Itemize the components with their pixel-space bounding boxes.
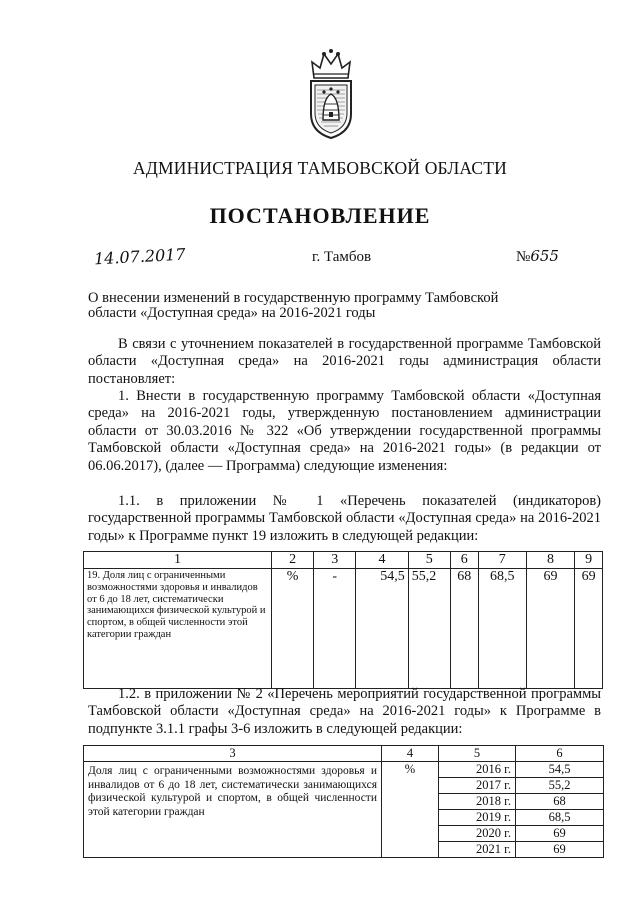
value-cell: 69	[526, 569, 574, 689]
coat-of-arms-emblem	[306, 48, 356, 140]
column-header: 5	[439, 746, 516, 762]
document-subject: О внесении изменений в государственную программу Тамбовской области «Доступная среда» на 2016-2021 годы	[88, 290, 499, 321]
table-row	[84, 569, 603, 689]
paragraph-item-1-2: 1.2. в приложении № 2 «Перечень мероприятий государственной программы Тамбовской области «Доступная среда» на 2016-2021 годы» к Программе в подпункте 3.1.1 графы 3-6 изложить в следующей редакции:	[88, 686, 601, 737]
number-prefix: №	[516, 249, 531, 265]
value-cell: 68,5	[516, 810, 604, 826]
measures-table	[83, 745, 604, 858]
column-header: 4	[356, 552, 408, 569]
value-cell: 55,2	[408, 569, 450, 689]
column-header: 7	[478, 552, 526, 569]
unit-cell: %	[272, 569, 314, 689]
year-cell: 2018 г.	[439, 794, 516, 810]
column-header: 6	[450, 552, 478, 569]
column-header: 6	[516, 746, 604, 762]
column-header: 9	[575, 552, 603, 569]
value-cell: 55,2	[516, 778, 604, 794]
indicator-name: 19. Доля лиц с ограниченными возможностями здоровья и инвалидов от 6 до 18 лет, систематически занимающихся физической культурой и спортом, в общей численности этой категории граждан	[84, 569, 272, 689]
column-header: 4	[382, 746, 439, 762]
value-cell: 69	[516, 826, 604, 842]
paragraph-item-1-1: 1.1. в приложении № 1 «Перечень показателей (индикаторов) государственной программы Тамбовской области «Доступная среда» на 2016-2021 годы» к Программе пункт 19 изложить в следующей редакции:	[88, 493, 601, 544]
base-value-cell: -	[314, 569, 356, 689]
year-cell: 2019 г.	[439, 810, 516, 826]
document-city: г. Тамбов	[312, 249, 372, 265]
table-header-row	[84, 746, 604, 762]
indicator-name: Доля лиц с ограниченными возможностями здоровья и инвалидов от 6 до 18 лет, систематически занимающихся физической культурой и спортом, в общей численности этой категории граждан	[84, 762, 382, 858]
paragraph-preamble: В связи с уточнением показателей в государственной программе Тамбовской области «Доступная среда» на 2016-2021 годы администрация области постановляет:	[88, 336, 601, 387]
value-cell: 69	[575, 569, 603, 689]
table-row	[84, 762, 604, 778]
organization-title: АДМИНИСТРАЦИЯ ТАМБОВСКОЙ ОБЛАСТИ	[133, 158, 507, 178]
value-cell: 69	[516, 842, 604, 858]
value-cell: 54,5	[356, 569, 408, 689]
table-header-row	[84, 552, 603, 569]
column-header: 1	[84, 552, 272, 569]
column-header: 3	[314, 552, 356, 569]
document-date: 14.07.2017	[93, 244, 187, 269]
value-cell: 68	[450, 569, 478, 689]
indicators-table	[83, 551, 603, 689]
column-header: 5	[408, 552, 450, 569]
column-header: 8	[526, 552, 574, 569]
value-cell: 68	[516, 794, 604, 810]
value-cell: 54,5	[516, 762, 604, 778]
column-header: 3	[84, 746, 382, 762]
document-number	[516, 247, 559, 266]
number-value: 655	[530, 247, 559, 265]
year-cell: 2021 г.	[439, 842, 516, 858]
paragraph-item-1: 1. Внести в государственную программу Тамбовской области «Доступная среда» на 2016-2021 годы, утвержденную постановлением администрации области от 30.03.2016 № 322 «Об утверждении государственной программы Тамбовской области «Доступная среда» на 2016-2021 годы» (в редакции от 06.06.2017), (далее — Программа) следующие изменения:	[88, 388, 601, 474]
column-header: 2	[272, 552, 314, 569]
year-cell: 2016 г.	[439, 762, 516, 778]
unit-cell: %	[382, 762, 439, 858]
document-type-title: ПОСТАНОВЛЕНИЕ	[209, 203, 431, 228]
value-cell: 68,5	[478, 569, 526, 689]
year-cell: 2017 г.	[439, 778, 516, 794]
year-cell: 2020 г.	[439, 826, 516, 842]
